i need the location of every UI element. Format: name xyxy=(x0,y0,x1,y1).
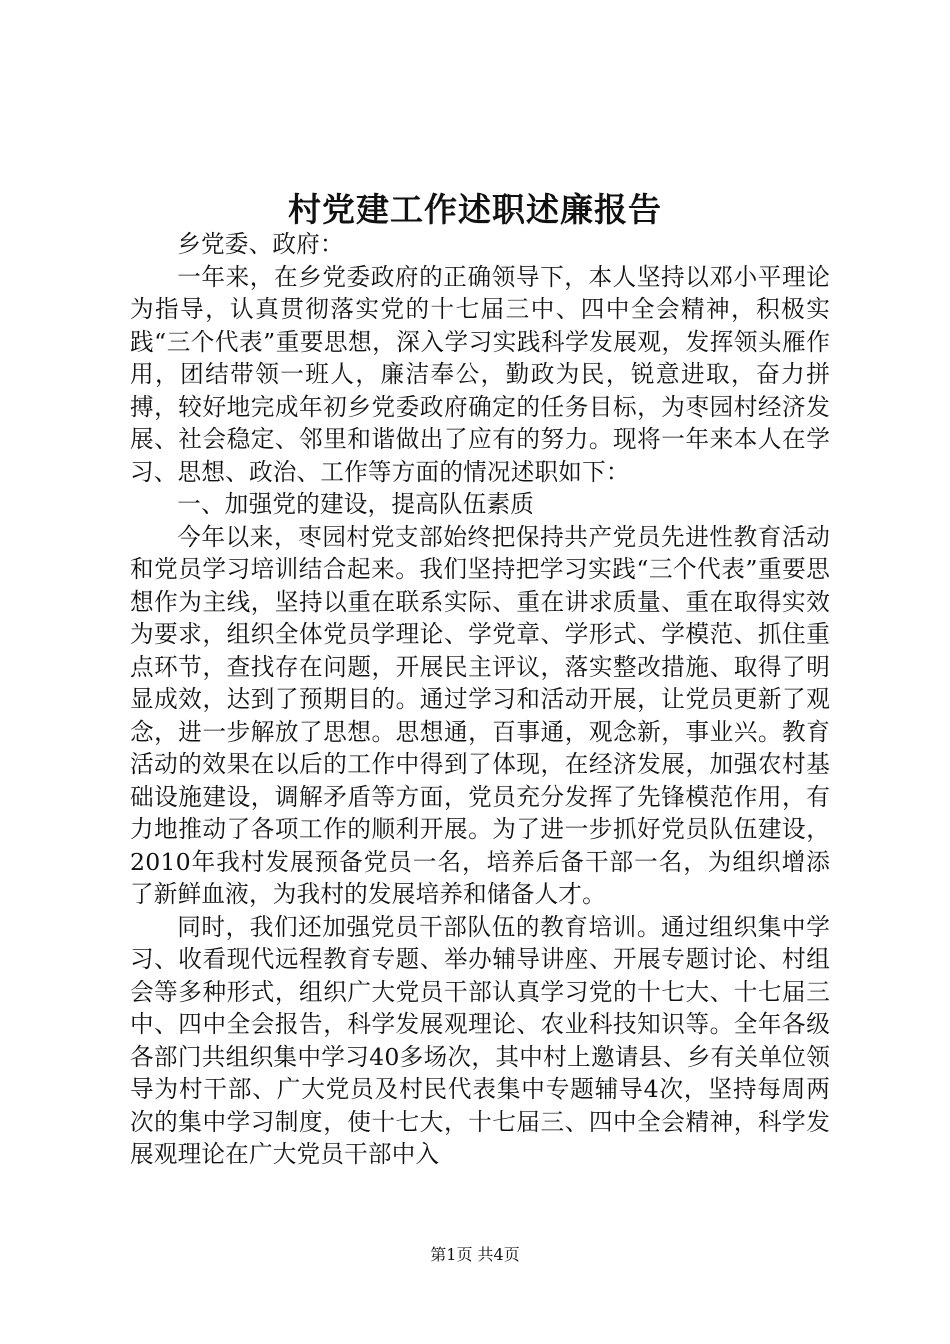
paragraph-party-building: 今年以来，枣园村党支部始终把保持共产党员先进性教育活动和党员学习培训结合起来。我们坚持把学习实践“三个代表”重要思想作为主线，坚持以重在联系实际、重在讲求质量、重在取得实效为要求，组织全体党员学理论、学党章、学形式、学模范、抓住重点环节，查找存在问题，开展民主评议，落实整改措施、取得了明显成效，达到了预期目的。通过学习和活动开展，让党员更新了观念，进一步解放了思想。思想通，百事通，观念新，事业兴。教育活动的效果在以后的工作中得到了体现，在经济发展，加强农村基础设施建设，调解矛盾等方面，党员充分发挥了先锋模范作用，有力地推动了各项工作的顺利开展。为了进一步抓好党员队伍建设，2010年我村发展预备党员一名，培养后备干部一名，为组织增添了新鲜血液，为我村的发展培养和储备人才。 xyxy=(130,522,830,908)
salutation: 乡党委、政府： xyxy=(177,230,344,258)
paragraph-intro: 一年来，在乡党委政府的正确领导下，本人坚持以邓小平理论为指导，认真贯彻落实党的十七届三中、四中全会精神，积极实践“三个代表”重要思想，深入学习实践科学发展观，发挥领头雁作用，团结带领一班人，廉洁奉公，勤政为民，锐意进取，奋力拼搏，较好地完成年初乡党委政府确定的任务目标，为枣园村经济发展、社会稳定、邻里和谐做出了应有的努力。现将一年来本人在学习、思想、政治、工作等方面的情况述职如下： xyxy=(130,262,830,486)
paragraph-training: 同时，我们还加强党员干部队伍的教育培训。通过组织集中学习、收看现代远程教育专题、举办辅导讲座、开展专题讨论、村组会等多种形式，组织广大党员干部认真学习党的十七大、十七届三中、四中全会报告，科学发展观理论、农业科技知识等。全年各级各部门共组织集中学习40多场次，其中村上邀请县、乡有关单位领导为村干部、广大党员及村民代表集中专题辅导4次，坚持每周两次的集中学习制度，使十七大，十七届三、四中全会精神，科学发展观理论在广大党员干部中入 xyxy=(130,912,830,1168)
document-title: 村党建工作述职述廉报告 xyxy=(288,190,662,229)
page-footer: 第1页 共4页 xyxy=(430,1245,520,1264)
document-body xyxy=(130,228,830,1171)
section-heading: 一、加强党的建设，提高队伍素质 xyxy=(177,490,535,518)
